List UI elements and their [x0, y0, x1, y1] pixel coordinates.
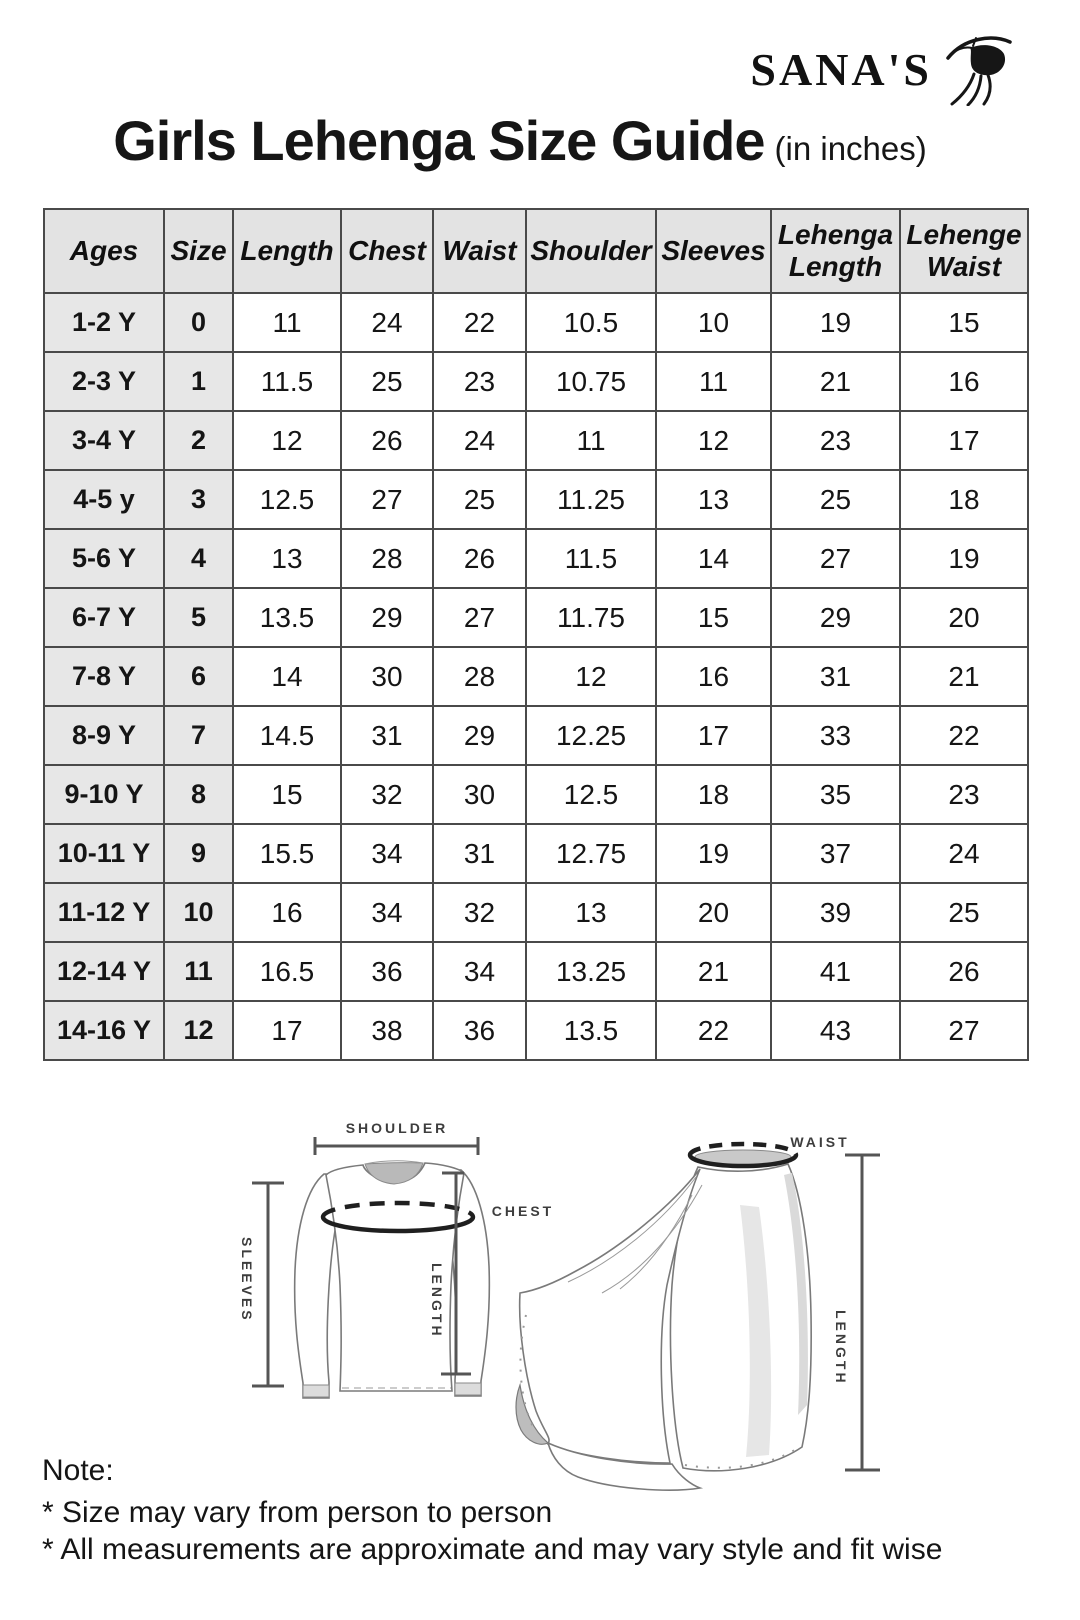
cell-age: 8-9 Y — [44, 706, 164, 765]
cell-value: 27 — [341, 470, 433, 529]
cell-value: 17 — [900, 411, 1028, 470]
cell-value: 12 — [526, 647, 656, 706]
col-header-waist: Waist — [433, 209, 526, 293]
cell-value: 27 — [900, 1001, 1028, 1060]
cell-value: 27 — [771, 529, 900, 588]
cell-value: 23 — [771, 411, 900, 470]
cell-value: 28 — [341, 529, 433, 588]
flowing-dress-icon — [940, 34, 1014, 106]
cell-age: 11-12 Y — [44, 883, 164, 942]
brand-logo — [750, 34, 1014, 106]
cell-size: 8 — [164, 765, 233, 824]
cell-value: 33 — [771, 706, 900, 765]
cell-value: 27 — [433, 588, 526, 647]
cell-value: 36 — [433, 1001, 526, 1060]
cell-value: 26 — [433, 529, 526, 588]
cell-size: 10 — [164, 883, 233, 942]
cell-value: 16 — [656, 647, 771, 706]
cell-value: 14 — [656, 529, 771, 588]
cell-value: 11 — [233, 293, 341, 352]
cell-size: 1 — [164, 352, 233, 411]
cell-size: 2 — [164, 411, 233, 470]
cell-value: 21 — [656, 942, 771, 1001]
cell-age: 7-8 Y — [44, 647, 164, 706]
cell-value: 23 — [900, 765, 1028, 824]
cell-value: 26 — [341, 411, 433, 470]
cell-value: 19 — [656, 824, 771, 883]
cell-value: 13.5 — [526, 1001, 656, 1060]
cell-value: 16.5 — [233, 942, 341, 1001]
cell-value: 30 — [341, 647, 433, 706]
table-row — [44, 352, 1028, 411]
cell-value: 12.25 — [526, 706, 656, 765]
cell-age: 1-2 Y — [44, 293, 164, 352]
cell-value: 39 — [771, 883, 900, 942]
lehenga-sketch — [516, 1144, 811, 1490]
cell-size: 11 — [164, 942, 233, 1001]
size-table — [43, 208, 1029, 1061]
label-shoulder: SHOULDER — [345, 1120, 449, 1136]
table-row — [44, 942, 1028, 1001]
cell-value: 13 — [656, 470, 771, 529]
cell-value: 11.25 — [526, 470, 656, 529]
cell-value: 11.5 — [233, 352, 341, 411]
cell-value: 19 — [771, 293, 900, 352]
table-row — [44, 293, 1028, 352]
table-row — [44, 647, 1028, 706]
cell-size: 3 — [164, 470, 233, 529]
cell-value: 18 — [656, 765, 771, 824]
cell-age: 5-6 Y — [44, 529, 164, 588]
cell-value: 12 — [233, 411, 341, 470]
page-title-text: Girls Lehenga Size Guide — [113, 109, 765, 172]
cell-value: 34 — [433, 942, 526, 1001]
cell-value: 36 — [341, 942, 433, 1001]
cell-value: 29 — [341, 588, 433, 647]
table-row — [44, 588, 1028, 647]
cell-age: 9-10 Y — [44, 765, 164, 824]
cell-value: 10 — [656, 293, 771, 352]
cell-value: 34 — [341, 824, 433, 883]
table-row — [44, 470, 1028, 529]
cell-value: 38 — [341, 1001, 433, 1060]
label-sleeves: SLEEVES — [239, 1237, 255, 1323]
cell-size: 5 — [164, 588, 233, 647]
cell-value: 31 — [341, 706, 433, 765]
note-item: * Size may vary from person to person — [42, 1496, 553, 1529]
table-row — [44, 1001, 1028, 1060]
table-row — [44, 883, 1028, 942]
cell-value: 18 — [900, 470, 1028, 529]
cell-age: 3-4 Y — [44, 411, 164, 470]
cell-value: 32 — [341, 765, 433, 824]
cell-age: 4-5 y — [44, 470, 164, 529]
skirt-measure-lines — [845, 1155, 880, 1470]
page-title — [0, 108, 1040, 173]
cell-value: 23 — [433, 352, 526, 411]
cell-size: 6 — [164, 647, 233, 706]
cell-value: 15 — [656, 588, 771, 647]
cell-value: 11.75 — [526, 588, 656, 647]
cell-size: 4 — [164, 529, 233, 588]
cell-value: 14 — [233, 647, 341, 706]
cell-value: 24 — [900, 824, 1028, 883]
notes-heading: Note: — [42, 1454, 114, 1487]
cell-value: 12.5 — [526, 765, 656, 824]
cell-value: 35 — [771, 765, 900, 824]
cell-value: 20 — [900, 588, 1028, 647]
cell-value: 41 — [771, 942, 900, 1001]
cell-value: 11 — [656, 352, 771, 411]
cell-size: 7 — [164, 706, 233, 765]
cell-value: 17 — [656, 706, 771, 765]
cell-age: 12-14 Y — [44, 942, 164, 1001]
cell-value: 12 — [656, 411, 771, 470]
col-header-lehenga-length: Lehenga Length — [771, 209, 900, 293]
brand-name: SANA'S — [750, 44, 932, 95]
cell-value: 24 — [433, 411, 526, 470]
cell-value: 29 — [433, 706, 526, 765]
cell-value: 17 — [233, 1001, 341, 1060]
cell-value: 34 — [341, 883, 433, 942]
cell-value: 11.5 — [526, 529, 656, 588]
cell-value: 14.5 — [233, 706, 341, 765]
cell-value: 32 — [433, 883, 526, 942]
label-waist: WAIST — [790, 1134, 850, 1150]
blouse-sketch — [295, 1161, 490, 1398]
cell-value: 28 — [433, 647, 526, 706]
table-row — [44, 529, 1028, 588]
cell-value: 16 — [233, 883, 341, 942]
cell-value: 24 — [341, 293, 433, 352]
cell-value: 20 — [656, 883, 771, 942]
cell-age: 14-16 Y — [44, 1001, 164, 1060]
col-header-length: Length — [233, 209, 341, 293]
col-header-size: Size — [164, 209, 233, 293]
cell-value: 25 — [433, 470, 526, 529]
cell-value: 13 — [233, 529, 341, 588]
label-blouse-length: LENGTH — [429, 1263, 445, 1339]
cell-value: 10.75 — [526, 352, 656, 411]
cell-value: 12.5 — [233, 470, 341, 529]
measurement-diagram — [180, 1085, 900, 1500]
cell-value: 15.5 — [233, 824, 341, 883]
cell-value: 25 — [341, 352, 433, 411]
note-item: * All measurements are approximate and may vary style and fit wise — [42, 1533, 943, 1566]
cell-size: 9 — [164, 824, 233, 883]
cell-value: 21 — [771, 352, 900, 411]
col-header-lehenge-waist: Lehenge Waist — [900, 209, 1028, 293]
cell-value: 43 — [771, 1001, 900, 1060]
table-row — [44, 706, 1028, 765]
label-chest: CHEST — [491, 1203, 555, 1219]
cell-value: 29 — [771, 588, 900, 647]
cell-value: 25 — [900, 883, 1028, 942]
cell-age: 2-3 Y — [44, 352, 164, 411]
cell-value: 26 — [900, 942, 1028, 1001]
label-skirt-length: LENGTH — [833, 1310, 849, 1386]
cell-value: 22 — [900, 706, 1028, 765]
table-header-row — [44, 209, 1028, 293]
cell-value: 15 — [900, 293, 1028, 352]
cell-value: 11 — [526, 411, 656, 470]
cell-value: 16 — [900, 352, 1028, 411]
cell-value: 13.5 — [233, 588, 341, 647]
table-row — [44, 824, 1028, 883]
page-title-unit: (in inches) — [774, 130, 927, 167]
col-header-ages: Ages — [44, 209, 164, 293]
col-header-sleeves: Sleeves — [656, 209, 771, 293]
cell-age: 10-11 Y — [44, 824, 164, 883]
cell-value: 19 — [900, 529, 1028, 588]
notes-section — [42, 1452, 942, 1568]
cell-value: 21 — [900, 647, 1028, 706]
cell-value: 22 — [433, 293, 526, 352]
cell-value: 12.75 — [526, 824, 656, 883]
cell-size: 0 — [164, 293, 233, 352]
col-header-chest: Chest — [341, 209, 433, 293]
table-row — [44, 411, 1028, 470]
cell-value: 31 — [433, 824, 526, 883]
table-row — [44, 765, 1028, 824]
cell-value: 25 — [771, 470, 900, 529]
cell-value: 10.5 — [526, 293, 656, 352]
cell-age: 6-7 Y — [44, 588, 164, 647]
cell-value: 37 — [771, 824, 900, 883]
cell-value: 13 — [526, 883, 656, 942]
cell-value: 13.25 — [526, 942, 656, 1001]
col-header-shoulder: Shoulder — [526, 209, 656, 293]
cell-value: 30 — [433, 765, 526, 824]
cell-value: 22 — [656, 1001, 771, 1060]
cell-size: 12 — [164, 1001, 233, 1060]
cell-value: 15 — [233, 765, 341, 824]
cell-value: 31 — [771, 647, 900, 706]
